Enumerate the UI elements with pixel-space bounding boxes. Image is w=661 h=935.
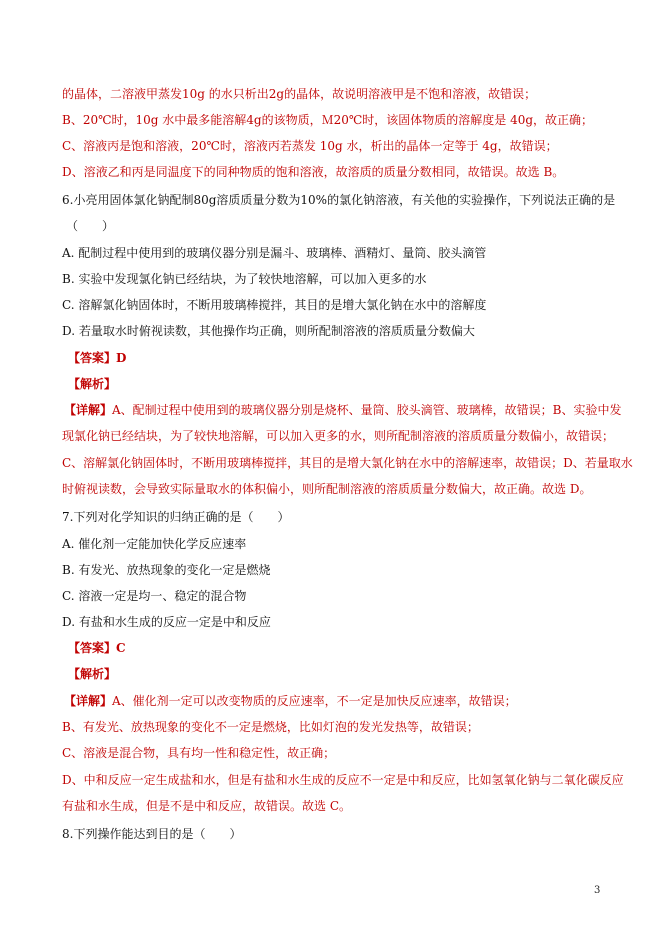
question-6-detail-line-4: 时俯视读数，会导致实际量取水的体积偏小，则所配制溶液的溶质质量分数偏大，故正确。故选 D。 (62, 482, 592, 496)
question-6-option-c: C. 溶解氯化钠固体时，不断用玻璃棒搅拌，其目的是增大氯化钠在水中的溶解度 (62, 298, 487, 312)
question-7-option-a: A. 催化剂一定能加快化学反应速率 (62, 537, 247, 551)
detail-text: A、催化剂一定可以改变物质的反应速率，不一定是加快反应速率，故错误； (112, 694, 517, 708)
question-7-option-c: C. 溶液一定是均一、稳定的混合物 (62, 589, 247, 603)
question-7-detail-line-4: D、中和反应一定生成盐和水，但是有盐和水生成的反应不一定是中和反应，比如氢氧化钠与二氧化碳反应 (62, 773, 624, 787)
question-8-stem: 8.下列操作能达到目的是（ ） (62, 827, 242, 841)
question-7-stem: 7.下列对化学知识的归纳正确的是（ ） (62, 510, 290, 524)
question-6-detail-line-3: C、溶解氯化钠固体时，不断用玻璃棒搅拌，其目的是增大氯化钠在水中的溶解速率，故错误；D、若量取水 (62, 456, 633, 470)
question-7-detail-line-2: B、有发光、放热现象的变化不一定是燃烧，比如灯泡的发光发热等，故错误； (62, 720, 479, 734)
answer-value: C (116, 641, 126, 655)
continued-analysis-line-3: C、溶液丙是饱和溶液，20℃时，溶液丙若蒸发 10g 水，析出的晶体一定等于 4g，故错误； (62, 139, 558, 153)
answer-value: D (116, 351, 127, 365)
question-6-option-d: D. 若量取水时俯视读数，其他操作均正确，则所配制溶液的溶质质量分数偏大 (62, 324, 475, 338)
detail-label: 【详解】 (64, 694, 113, 708)
question-6-stem: 6.小亮用固体氯化钠配制80g溶质质量分数为10%的氯化钠溶液，有关他的实验操作，下列说法正确的是 (62, 193, 616, 207)
question-7-analysis-label: 【解析】 (68, 667, 117, 681)
question-7-detail-line-1 (64, 693, 517, 709)
question-6-detail-line-1 (64, 402, 622, 418)
question-7-detail-line-5: 有盐和水生成，但是不是中和反应，故错误。故选 C。 (62, 799, 351, 813)
continued-analysis-line-1: 的晶体，二溶液甲蒸发10g 的水只析出2g的晶体，故说明溶液甲是不饱和溶液，故错误； (62, 87, 537, 101)
answer-label: 【答案】 (68, 641, 117, 655)
question-7-detail-line-3: C、溶液是混合物，具有均一性和稳定性，故正确； (62, 746, 336, 760)
question-7-answer (68, 640, 126, 656)
detail-label: 【详解】 (64, 403, 113, 417)
continued-analysis-line-2: B、20℃时，10g 水中最多能溶解4g的该物质，Ｍ20℃时，该固体物质的溶解度是 40g，故正确； (62, 113, 594, 127)
answer-label: 【答案】 (68, 351, 117, 365)
question-6-detail-line-2: 现氯化钠已经结块，为了较快地溶解，可以加入更多的水，则所配制溶液的溶质质量分数偏小，故错误； (62, 429, 615, 443)
page-number: 3 (594, 885, 601, 896)
question-6-answer (68, 350, 126, 366)
question-7-option-b: B. 有发光、放热现象的变化一定是燃烧 (62, 563, 271, 577)
question-6-blank: （ ） (66, 219, 115, 233)
question-7-option-d: D. 有盐和水生成的反应一定是中和反应 (62, 615, 271, 629)
question-6-option-a: A. 配制过程中使用到的玻璃仪器分别是漏斗、玻璃棒、酒精灯、量筒、胶头滴管 (62, 246, 487, 260)
question-6-option-b: B. 实验中发现氯化钠已经结块，为了较快地溶解，可以加入更多的水 (62, 272, 427, 286)
question-6-analysis-label: 【解析】 (68, 377, 117, 391)
detail-text: A、配制过程中使用到的玻璃仪器分别是烧杯、量筒、胶头滴管、玻璃棒，故错误；B、实验中发 (112, 403, 622, 417)
continued-analysis-line-4: D、溶液乙和丙是同温度下的同种物质的饱和溶液，故溶质的质量分数相同，故错误。故选 B。 (62, 165, 565, 179)
